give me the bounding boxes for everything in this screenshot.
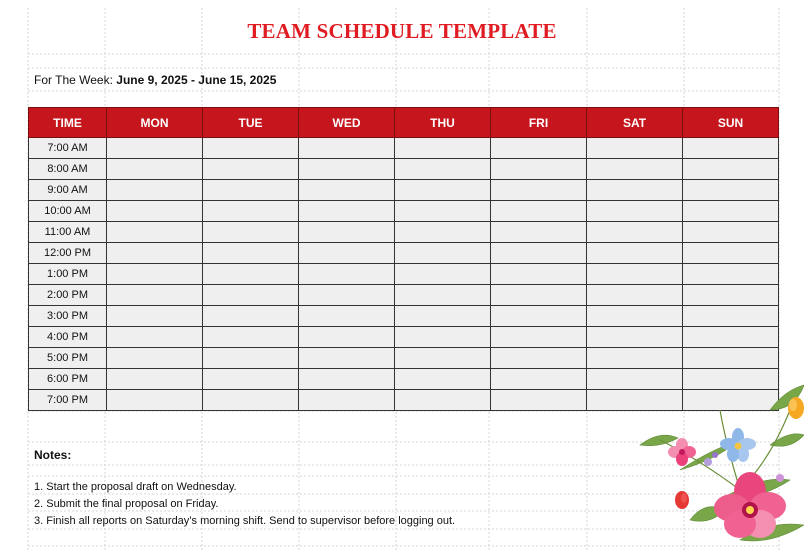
- header-fri: FRI: [491, 108, 587, 138]
- schedule-cell-fri[interactable]: [491, 348, 587, 369]
- schedule-cell-tue[interactable]: [203, 327, 299, 348]
- schedule-cell-tue[interactable]: [203, 390, 299, 411]
- schedule-cell-sun[interactable]: [683, 243, 779, 264]
- time-cell: 10:00 AM: [29, 201, 107, 222]
- time-cell: 6:00 PM: [29, 369, 107, 390]
- schedule-cell-sun[interactable]: [683, 159, 779, 180]
- schedule-cell-mon[interactable]: [107, 243, 203, 264]
- week-label: For The Week:: [34, 73, 117, 87]
- schedule-cell-sun[interactable]: [683, 285, 779, 306]
- schedule-cell-sun[interactable]: [683, 306, 779, 327]
- schedule-cell-mon[interactable]: [107, 159, 203, 180]
- schedule-cell-sun[interactable]: [683, 264, 779, 285]
- time-cell: 7:00 AM: [29, 138, 107, 159]
- table-row: [29, 264, 779, 285]
- schedule-cell-fri[interactable]: [491, 327, 587, 348]
- schedule-cell-sun[interactable]: [683, 327, 779, 348]
- schedule-cell-sat[interactable]: [587, 306, 683, 327]
- schedule-cell-fri[interactable]: [491, 180, 587, 201]
- schedule-cell-mon[interactable]: [107, 222, 203, 243]
- schedule-cell-thu[interactable]: [395, 201, 491, 222]
- schedule-cell-sun[interactable]: [683, 222, 779, 243]
- schedule-cell-thu[interactable]: [395, 306, 491, 327]
- schedule-cell-sat[interactable]: [587, 285, 683, 306]
- note-item: 3. Finish all reports on Saturday’s morning shift. Send to supervisor before logging out.: [34, 515, 456, 527]
- schedule-cell-wed[interactable]: [299, 327, 395, 348]
- time-cell: 5:00 PM: [29, 348, 107, 369]
- schedule-cell-thu[interactable]: [395, 285, 491, 306]
- schedule-cell-sun[interactable]: [683, 201, 779, 222]
- schedule-cell-tue[interactable]: [203, 138, 299, 159]
- header-mon: MON: [107, 108, 203, 138]
- schedule-cell-sat[interactable]: [587, 159, 683, 180]
- time-cell: 8:00 AM: [29, 159, 107, 180]
- schedule-cell-mon[interactable]: [107, 390, 203, 411]
- schedule-cell-mon[interactable]: [107, 138, 203, 159]
- schedule-cell-wed[interactable]: [299, 222, 395, 243]
- schedule-cell-thu[interactable]: [395, 264, 491, 285]
- time-cell: 7:00 PM: [29, 390, 107, 411]
- table-row: [29, 222, 779, 243]
- time-cell: 2:00 PM: [29, 285, 107, 306]
- schedule-cell-thu[interactable]: [395, 138, 491, 159]
- schedule-cell-thu[interactable]: [395, 348, 491, 369]
- table-row: [29, 306, 779, 327]
- table-row: [29, 180, 779, 201]
- schedule-cell-wed[interactable]: [299, 138, 395, 159]
- page-title: TEAM SCHEDULE TEMPLATE: [247, 19, 557, 43]
- note-item: 2. Submit the final proposal on Friday.: [34, 498, 219, 510]
- schedule-cell-tue[interactable]: [203, 306, 299, 327]
- schedule-cell-mon[interactable]: [107, 201, 203, 222]
- schedule-cell-mon[interactable]: [107, 180, 203, 201]
- schedule-cell-fri[interactable]: [491, 369, 587, 390]
- header-wed: WED: [299, 108, 395, 138]
- time-cell: 12:00 PM: [29, 243, 107, 264]
- schedule-cell-fri[interactable]: [491, 138, 587, 159]
- schedule-cell-fri[interactable]: [491, 159, 587, 180]
- schedule-cell-sat[interactable]: [587, 138, 683, 159]
- schedule-cell-wed[interactable]: [299, 243, 395, 264]
- schedule-cell-mon[interactable]: [107, 369, 203, 390]
- schedule-cell-mon[interactable]: [107, 348, 203, 369]
- header-tue: TUE: [203, 108, 299, 138]
- schedule-cell-wed[interactable]: [299, 201, 395, 222]
- schedule-cell-tue[interactable]: [203, 159, 299, 180]
- schedule-cell-fri[interactable]: [491, 264, 587, 285]
- schedule-cell-fri[interactable]: [491, 390, 587, 411]
- schedule-cell-sun[interactable]: [683, 138, 779, 159]
- schedule-cell-thu[interactable]: [395, 159, 491, 180]
- week-range: June 9, 2025 - June 15, 2025: [116, 73, 277, 87]
- schedule-cell-sat[interactable]: [587, 243, 683, 264]
- table-row: [29, 159, 779, 180]
- table-row: [29, 201, 779, 222]
- time-cell: 3:00 PM: [29, 306, 107, 327]
- table-row: [29, 327, 779, 348]
- note-item: 1. Start the proposal draft on Wednesday.: [34, 481, 237, 493]
- schedule-cell-wed[interactable]: [299, 285, 395, 306]
- schedule-cell-sat[interactable]: [587, 327, 683, 348]
- schedule-cell-tue[interactable]: [203, 222, 299, 243]
- schedule-cell-tue[interactable]: [203, 243, 299, 264]
- schedule-cell-thu[interactable]: [395, 222, 491, 243]
- schedule-cell-wed[interactable]: [299, 369, 395, 390]
- schedule-cell-tue[interactable]: [203, 348, 299, 369]
- schedule-cell-mon[interactable]: [107, 306, 203, 327]
- schedule-cell-wed[interactable]: [299, 306, 395, 327]
- schedule-cell-sat[interactable]: [587, 180, 683, 201]
- schedule-cell-thu[interactable]: [395, 369, 491, 390]
- schedule-cell-mon[interactable]: [107, 264, 203, 285]
- table-row: [29, 138, 779, 159]
- schedule-cell-fri[interactable]: [491, 243, 587, 264]
- schedule-cell-tue[interactable]: [203, 285, 299, 306]
- schedule-cell-thu[interactable]: [395, 327, 491, 348]
- schedule-cell-mon[interactable]: [107, 327, 203, 348]
- schedule-cell-sat[interactable]: [587, 222, 683, 243]
- schedule-cell-sat[interactable]: [587, 264, 683, 285]
- header-sun: SUN: [683, 108, 779, 138]
- schedule-cell-tue[interactable]: [203, 369, 299, 390]
- week-line: [34, 73, 276, 87]
- schedule-cell-tue[interactable]: [203, 201, 299, 222]
- schedule-cell-fri[interactable]: [491, 201, 587, 222]
- notes-list: [34, 480, 455, 531]
- header-time: TIME: [29, 108, 107, 138]
- schedule-cell-wed[interactable]: [299, 159, 395, 180]
- time-cell: 4:00 PM: [29, 327, 107, 348]
- time-cell: 9:00 AM: [29, 180, 107, 201]
- header-thu: THU: [395, 108, 491, 138]
- schedule-cell-fri[interactable]: [491, 306, 587, 327]
- table-row: [29, 243, 779, 264]
- header-row: [29, 108, 779, 138]
- schedule-cell-thu[interactable]: [395, 180, 491, 201]
- schedule-cell-wed[interactable]: [299, 390, 395, 411]
- schedule-cell-wed[interactable]: [299, 264, 395, 285]
- schedule-cell-tue[interactable]: [203, 264, 299, 285]
- schedule-cell-thu[interactable]: [395, 243, 491, 264]
- schedule-cell-sat[interactable]: [587, 201, 683, 222]
- schedule-cell-wed[interactable]: [299, 180, 395, 201]
- header-sat: SAT: [587, 108, 683, 138]
- schedule-cell-thu[interactable]: [395, 390, 491, 411]
- schedule-cell-sun[interactable]: [683, 180, 779, 201]
- schedule-cell-tue[interactable]: [203, 180, 299, 201]
- time-cell: 11:00 AM: [29, 222, 107, 243]
- schedule-cell-fri[interactable]: [491, 285, 587, 306]
- schedule-cell-wed[interactable]: [299, 348, 395, 369]
- time-cell: 1:00 PM: [29, 264, 107, 285]
- schedule-cell-mon[interactable]: [107, 285, 203, 306]
- schedule-cell-fri[interactable]: [491, 222, 587, 243]
- notes-label: Notes:: [34, 448, 72, 462]
- table-row: [29, 285, 779, 306]
- floral-corner-icon: [620, 350, 804, 550]
